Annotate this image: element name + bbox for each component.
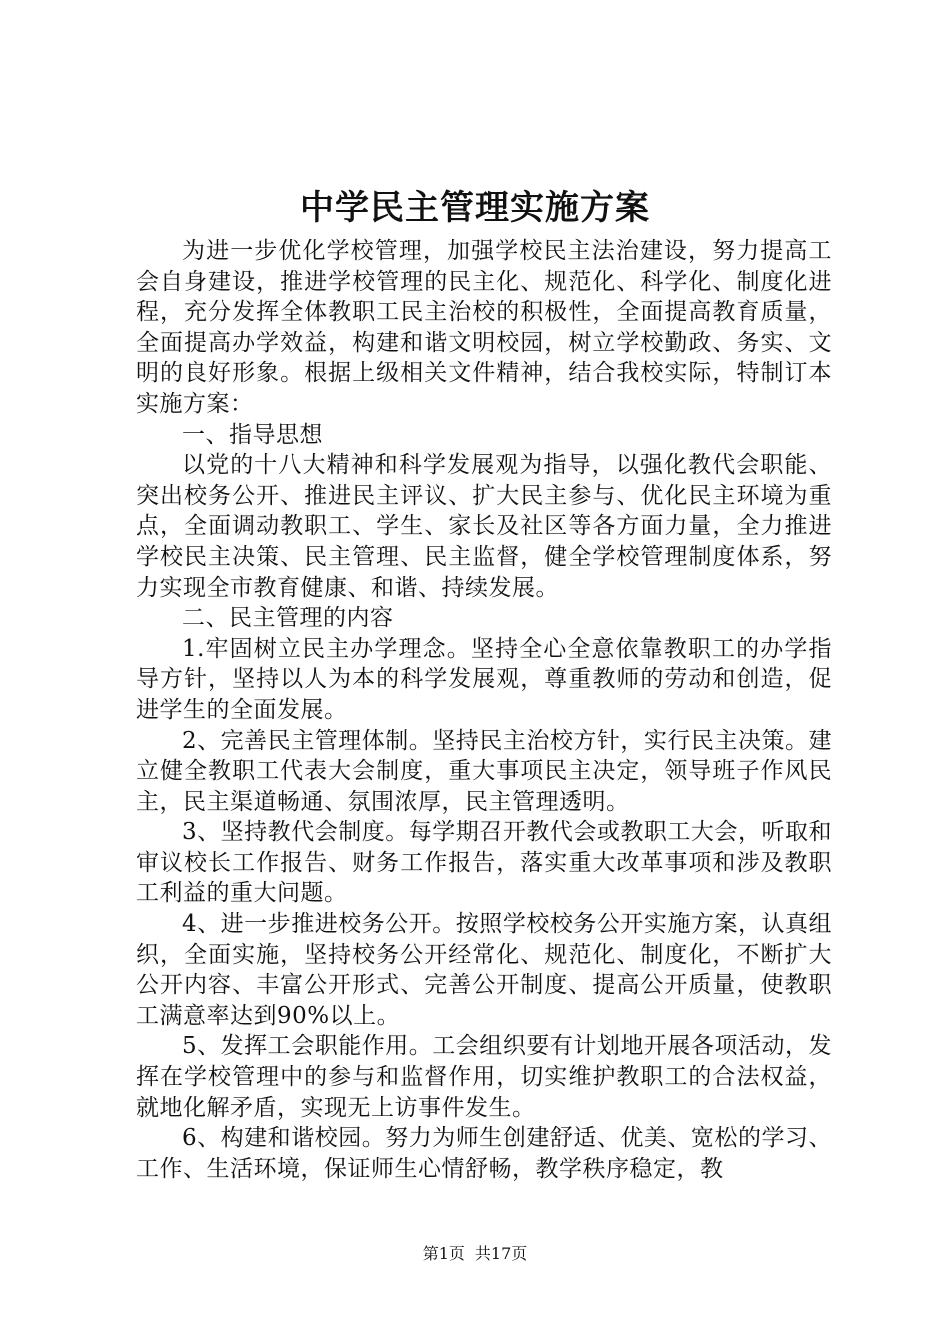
content-item-3: 3、坚持教代会制度。每学期召开教代会或教职工大会，听取和审议校长工作报告、财务工作报告，落实重大改革事项和涉及教职工利益的重大问题。 — [136, 819, 832, 907]
intro-paragraph: 为进一步优化学校管理，加强学校民主法治建设，努力提高工会自身建设，推进学校管理的民主化、规范化、科学化、制度化进程，充分发挥全体教职工民主治校的积极性，全面提高教育质量，全面提高办学效益，构建和谐文明校园，树立学校勤政、务实、文明的良好形象。根据上级相关文件精神，结合我校实际，特制订本实施方案： — [136, 238, 832, 417]
page-number: 第1页 — [422, 1244, 465, 1263]
page-footer — [0, 1244, 950, 1264]
content-item-4: 4、进一步推进校务公开。按照学校校务公开实施方案，认真组织，全面实施，坚持校务公开经常化、规范化、制度化，不断扩大公开内容、丰富公开形式、完善公开制度、提高公开质量，使教职工满意率达到90%以上。 — [136, 911, 832, 1029]
content-item-2: 2、完善民主管理体制。坚持民主治校方针，实行民主决策。建立健全教职工代表大会制度，重大事项民主决定，领导班子作风民主，民主渠道畅通、氛围浓厚，民主管理透明。 — [136, 727, 832, 815]
guiding-ideology-paragraph: 以党的十八大精神和科学发展观为指导，以强化教代会职能、突出校务公开、推进民主评议、扩大民主参与、优化民主环境为重点，全面调动教职工、学生、家长及社区等各方面力量，全力推进学校民主决策、民主管理、民主监督，健全学校管理制度体系，努力实现全市教育健康、和谐、持续发展。 — [136, 452, 832, 601]
document-title: 中学民主管理实施方案 — [300, 188, 650, 228]
section-heading-guiding-ideology: 一、指导思想 — [182, 421, 323, 448]
content-item-6: 6、构建和谐校园。努力为师生创建舒适、优美、宽松的学习、工作、生活环境，保证师生心情舒畅，教学秩序稳定，教 — [136, 1125, 832, 1182]
document-body — [136, 236, 832, 1184]
section-heading-management-content: 二、民主管理的内容 — [182, 605, 394, 632]
content-item-5: 5、发挥工会职能作用。工会组织要有计划地开展各项活动，发挥在学校管理中的参与和监督作用，切实维护教职工的合法权益，就地化解矛盾，实现无上访事件发生。 — [136, 1033, 832, 1121]
page-total: 共17页 — [474, 1244, 528, 1263]
content-item-1: 1.牢固树立民主办学理念。坚持全心全意依靠教职工的办学指导方针，坚持以人为本的科学发展观，尊重教师的劳动和创造，促进学生的全面发展。 — [136, 635, 832, 723]
